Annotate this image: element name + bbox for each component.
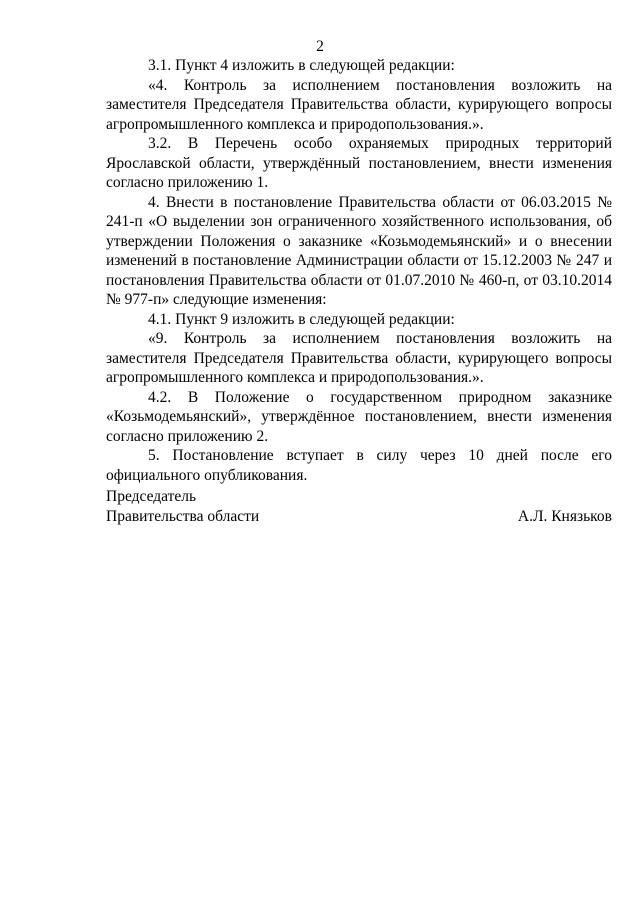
paragraph-quote-9: «9. Контроль за исполнением постановления возложить на заместителя Председателя Правительства области, курирующего вопросы агропромышленного комплекса и природопользования.». <box>106 330 612 386</box>
paragraph-4-2: 4.2. В Положение о государственном природном заказнике «Козьмодемьянский», утверждённое постановлением, внести изменения согласно приложению 2. <box>106 388 612 445</box>
signature-block <box>106 487 612 526</box>
paragraph-5: 5. Постановление вступает в силу через 10 дней после его официального опубликования. <box>106 447 612 484</box>
signatory-name: А.Л. Князьков <box>517 507 612 525</box>
paragraph-quote-4: «4. Контроль за исполнением постановления возложить на заместителя Председателя Правительства области, курирующего вопросы агропромышленного комплекса и природопользования.». <box>106 76 612 133</box>
signature-title-line2: Правительства области <box>106 507 260 525</box>
document-body <box>106 56 612 485</box>
paragraph-4: 4. Внести в постановление Правительства области от 06.03.2015 № 241-п «О выделении зон ограниченного хозяйственного использования, об утверждении Положения о заказнике «Козьмодемьянский» и о внесении изменений в постановление Администрации области от 15.12.2003 № 247 и постановления Правительства области от 01.07.2010 № 460-п, от 03.10.2014 № 977-п» следующие изменения: <box>106 193 612 308</box>
signature-title-line1: Председатель <box>106 488 197 505</box>
page-number: 2 <box>316 38 324 55</box>
paragraph-3-2: 3.2. В Перечень особо охраняемых природных территорий Ярославской области, утверждённый постановлением, внести изменения согласно приложению 1. <box>106 135 612 191</box>
paragraph-3-1: 3.1. Пункт 4 изложить в следующей редакции: <box>148 57 455 74</box>
paragraph-4-1: 4.1. Пункт 9 изложить в следующей редакции: <box>148 310 455 328</box>
signature-row <box>106 507 612 527</box>
